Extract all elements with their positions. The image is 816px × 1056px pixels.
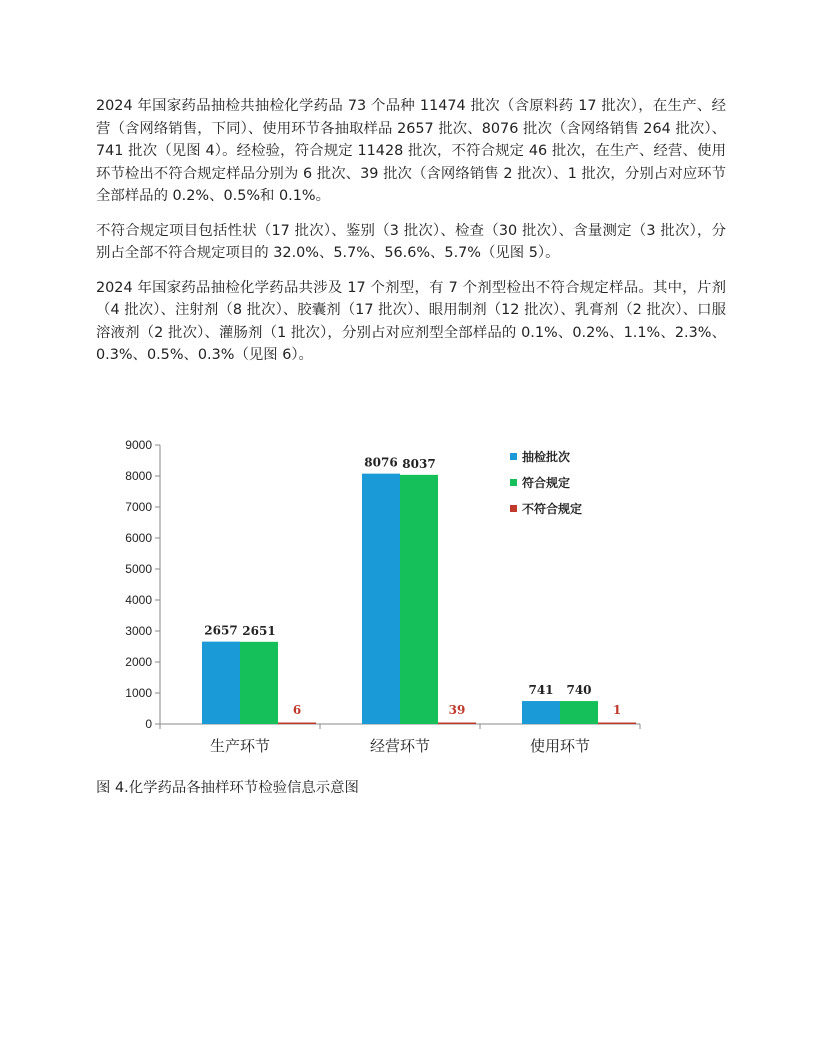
bar-2-2	[598, 723, 636, 725]
y-tick-label-4: 4000	[125, 593, 152, 607]
bar-0-2	[278, 723, 316, 725]
x-tick-label-2: 使用环节	[529, 737, 591, 755]
y-tick-label-3: 3000	[125, 624, 152, 638]
y-tick-label-6: 6000	[125, 531, 152, 545]
bar-2-1	[560, 701, 598, 724]
x-tick-label-1: 经营环节	[369, 737, 431, 755]
data-label-1-2: 39	[448, 703, 466, 717]
bar-0-1	[240, 642, 278, 724]
bar-2-0	[522, 701, 560, 724]
figure-caption: 图 4.化学药品各抽样环节检验信息示意图	[96, 780, 359, 796]
y-tick-label-9: 9000	[125, 438, 152, 452]
legend-swatch-2	[510, 505, 517, 512]
bar-1-1	[400, 475, 438, 724]
legend-label-0: 抽检批次	[522, 450, 571, 464]
paragraph-nonconforming-items: 不符合规定项目包括性状（17 批次）、鉴别（3 批次）、检查（30 批次）、含量测定（3 批次），分别占全部不符合规定项目的 32.0%、5.7%、56.6%、5.7%（见图 5）。	[96, 222, 726, 261]
bar-0-0	[202, 642, 240, 724]
data-label-2-2: 1	[612, 703, 622, 717]
x-tick-label-0: 生产环节	[209, 737, 271, 755]
y-tick-label-1: 1000	[125, 686, 152, 700]
data-label-2-0: 741	[528, 683, 554, 698]
bar-1-0	[362, 474, 400, 724]
y-tick-label-5: 5000	[125, 562, 152, 576]
paragraph-dosage-forms: 2024 年国家药品抽检化学药品共涉及 17 个剂型，有 7 个剂型检出不符合规定样品。其中，片剂（4 批次）、注射剂（8 批次）、胶囊剂（17 批次）、眼用制剂（12 批次）、乳膏剂（2 批次）、口服溶液剂（2 批次）、灌肠剂（1 批次），分别占对应剂型全部样品的 0.1%、0.2%、1.1%、2.3%、0.3%、0.5%、0.3%（见图 6）。	[96, 279, 726, 363]
data-label-0-0: 2657	[204, 623, 238, 638]
legend-swatch-1	[510, 479, 517, 486]
legend-swatch-0	[510, 453, 517, 460]
y-tick-label-8: 8000	[125, 469, 152, 483]
y-tick-label-0: 0	[145, 717, 152, 731]
data-label-1-1: 8037	[402, 456, 436, 471]
paragraph-sampling-overview: 2024 年国家药品抽检共抽检化学药品 73 个品种 11474 批次（含原料药 17 批次），在生产、经营（含网络销售，下同）、使用环节各抽取样品 2657 批次、8076 批次（含网络销售 264 批次）、741 批次（见图 4）。经检验，符合规定 11428 批次，不符合规定 46 批次，在生产、经营、使用环节检出不符合规定样品分别为 6 批次、39 批次（含网络销售 2 批次）、1 批次，分别占对应环节全部样品的 0.2%、0.5%和 0.1%。	[96, 98, 726, 204]
body-text	[96, 95, 726, 379]
data-label-1-0: 8076	[364, 455, 398, 470]
sampling-stage-bar-chart	[110, 435, 650, 765]
bar-1-2	[438, 723, 476, 725]
data-label-0-1: 2651	[242, 623, 276, 638]
data-label-2-1: 740	[566, 683, 592, 698]
y-tick-label-2: 2000	[125, 655, 152, 669]
legend-label-2: 不符合规定	[522, 502, 583, 516]
data-label-0-2: 6	[292, 703, 302, 717]
y-tick-label-7: 7000	[125, 500, 152, 514]
legend-label-1: 符合规定	[522, 476, 571, 490]
